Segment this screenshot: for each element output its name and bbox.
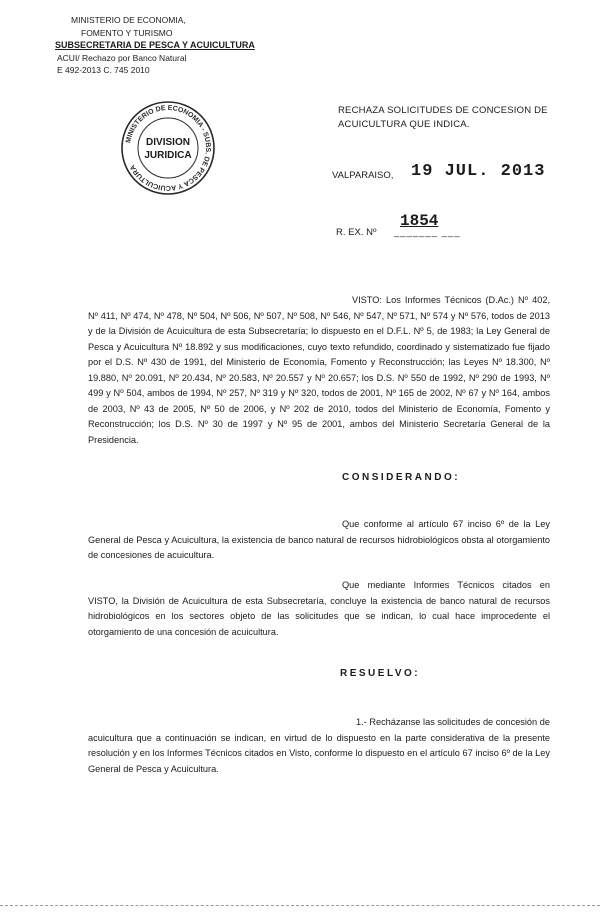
place-name: VALPARAISO,	[332, 170, 394, 181]
reference-line-1: ACUI/ Rechazo por Banco Natural	[57, 52, 187, 63]
scan-edge-line	[0, 905, 600, 907]
undersecretariat-name: SUBSECRETARIA DE PESCA Y ACUICULTURA	[55, 40, 255, 50]
reference-blank: _______ ___	[394, 227, 461, 238]
stamp-line-2: JURIDICA	[144, 150, 192, 161]
considerando-heading: CONSIDERANDO:	[342, 472, 461, 483]
letterhead	[55, 14, 255, 77]
stamp-line-1: DIVISION	[146, 137, 190, 148]
reference-line-2: E 492-2013 C. 745 2010	[57, 65, 150, 75]
considerando-paragraph-1: Que conforme al artículo 67 inciso 6º de la Ley General de Pesca y Acuicultura, la existencia de banco natural de recursos hidrobiológicos obsta al otorgamiento de concesiones de acuicultura.	[88, 519, 550, 560]
visto-paragraph: VISTO: Los Informes Técnicos (D.Ac.) Nº 402, Nº 411, Nº 474, Nº 478, Nº 504, Nº 506, Nº 507, Nº 508, Nº 546, Nº 547, Nº 571, Nº 574 y Nº 576, todos de 2013 y de la División de Acuicultura de esta Subsecretaría; lo dispuesto en el D.F.L. Nº 5, de 1983; la Ley General de Pesca y Acuicultura Nº 18.892 y sus modificaciones, cuyo texto refundido, coordinado y sistematizado fue fijado por el D.S. Nº 430 de 1991, del Ministerio de Economía, Fomento y Reconstrucción; las Leyes Nº 18.300, Nº 19.880, Nº 20.091, Nº 20.434, Nº 20.583, Nº 20.557 y Nº 20.657; los D.S. Nº 550 de 1992, Nº 290 de 1993, Nº 499 y Nº 504, ambos de 1994, Nº 257, Nº 319 y Nº 320, todos de 2001, Nº 165 de 2002, Nº 67 y Nº 164, ambos de 2003, Nº 43 de 2005, Nº 50 de 2006, y Nº 202 de 2010, todos del Ministerio de Economía, Fomento y Reconstrucción; los D.S. Nº 30 de 1997 y Nº 95 de 2001, ambos del Ministerio Secretaría General de la Presidencia.	[88, 295, 550, 445]
ministry-name-line2: FOMENTO Y TURISMO	[81, 27, 173, 38]
resuelvo-heading: RESUELVO:	[340, 668, 421, 679]
reference-number-line	[336, 212, 576, 240]
resolution-subject: RECHAZA SOLICITUDES DE CONCESION DE ACUICULTURA QUE INDICA.	[338, 105, 548, 130]
division-juridica-stamp	[118, 98, 218, 198]
date-line	[332, 162, 572, 188]
considerando-paragraph-2: Que mediante Informes Técnicos citados en VISTO, la División de Acuicultura de esta Subsecretaría, concluye la existencia de banco natural de recursos hidrobiológicos en los sectores objeto de las solicitudes que se indican, lo cual hace improcedente el otorgamiento de una concesión de acuicultura.	[88, 580, 550, 637]
resuelvo-paragraph-1: 1.- Recházanse las solicitudes de concesión de acuicultura que a continuación se indican, en virtud de lo dispuesto en la parte considerativa de la presente resolución y en los Informes Técnicos citados en Visto, conforme lo dispuesto en el artículo 67 inciso 6º de la Ley General de Pesca y Acuicultura.	[88, 717, 550, 774]
reference-label: R. EX. Nº	[336, 227, 377, 238]
stamp-ring-text: MINISTERIO DE ECONOMIA - SUBS. DE PESCA Y ACUICULTURA	[125, 104, 212, 192]
reference-number: 1854	[400, 212, 439, 230]
ministry-name: MINISTERIO DE ECONOMIA,	[71, 15, 186, 25]
resolution-date: 19 JUL. 2013	[411, 162, 546, 181]
